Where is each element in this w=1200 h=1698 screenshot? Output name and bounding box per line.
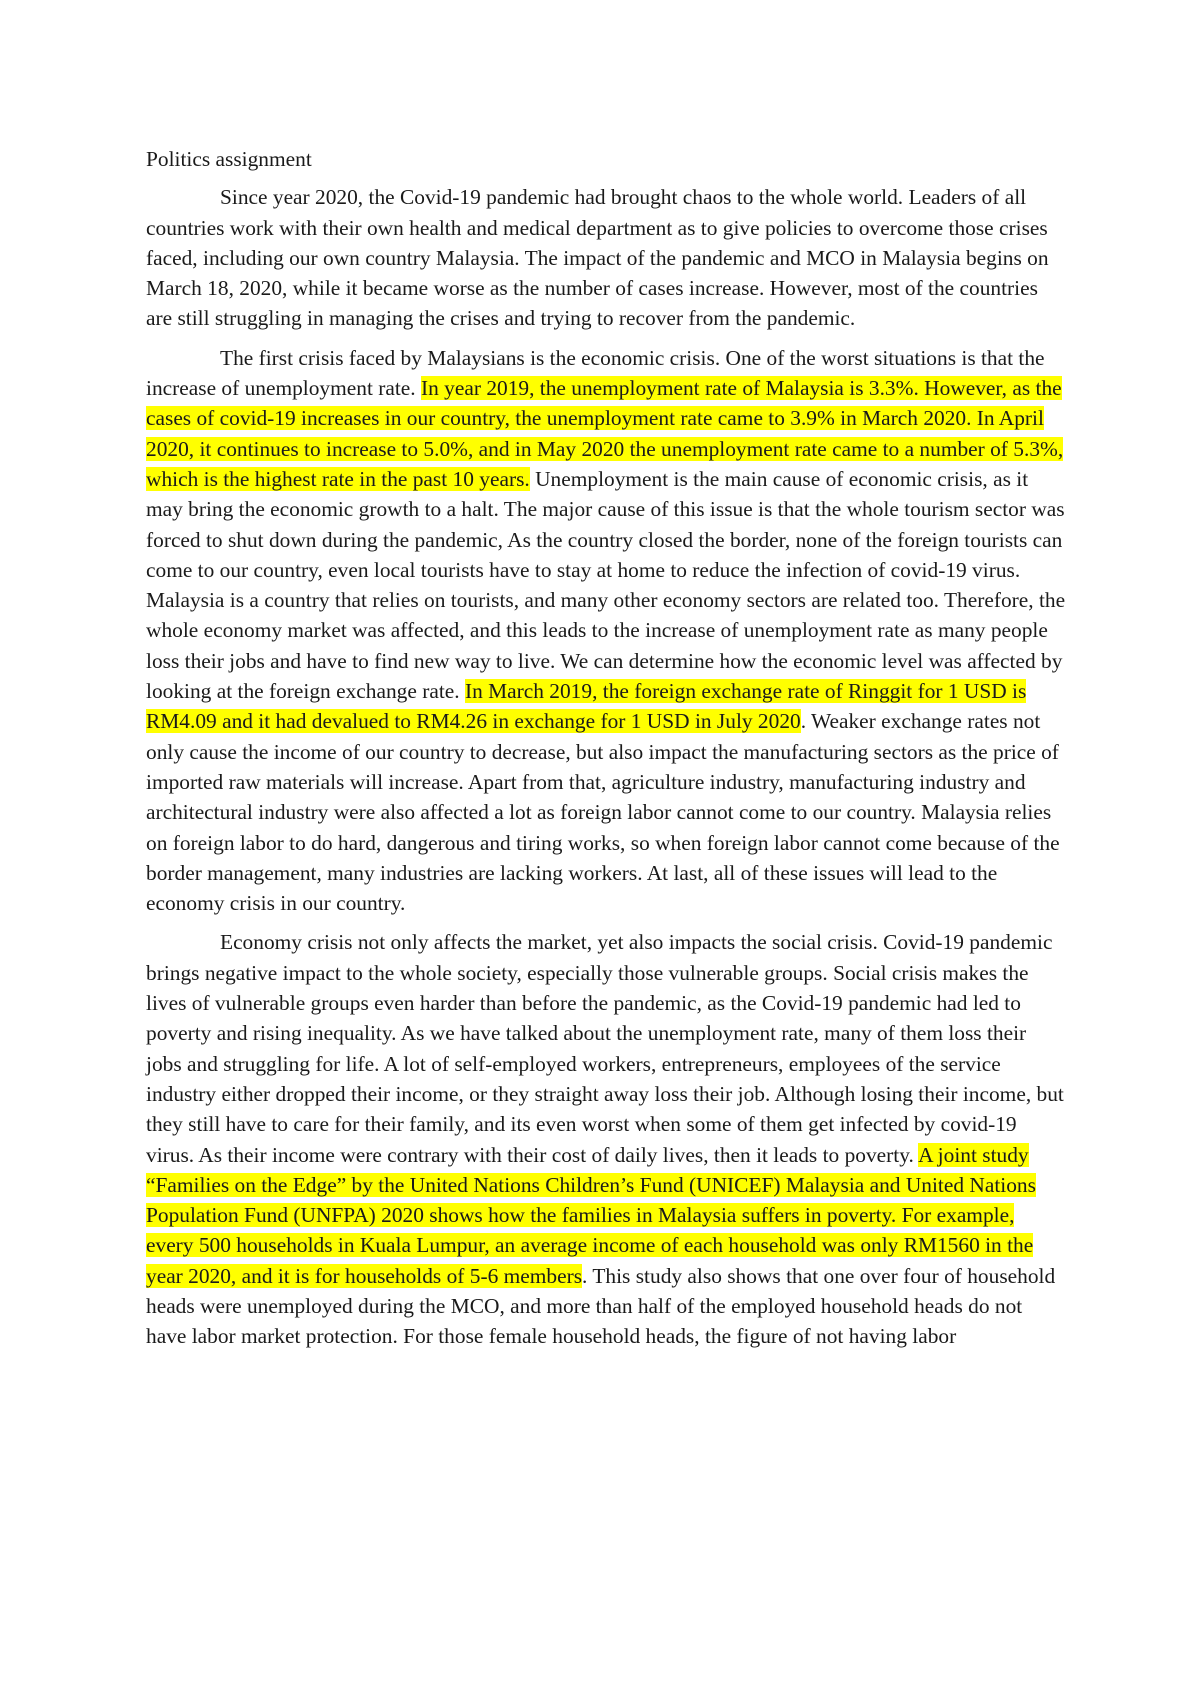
text-segment: . Weaker exchange rates not only cause the income of our country to decrease, but also impact the manufacturing sectors as the price of imported raw materials will increase. Apart from that, agriculture industry, manufacturing industry and architectural industry were also affected a lot as foreign labor cannot come to our country. Malaysia relies on foreign labor to do hard, dangerous and tiring works, so when foreign labor cannot come because of the border management, many industries are lacking workers. At last, all of these issues will lead to the economy crisis in our country. bbox=[146, 709, 1060, 916]
highlighted-text: In year 2019, the unemployment rate of Malaysia is 3.3%. However, as the cases of covid-19 increases in our country, the unemployment rate came to 3.9% in March 2020. In April 2020, it continues to increase to 5.0%, and in May 2020 the unemployment rate came to a number of 5.3%, which is the highest rate in the past 10 years. bbox=[146, 376, 1064, 491]
highlighted-text: In March 2019, the foreign exchange rate of Ringgit for 1 USD is RM4.09 and it had devalued to RM4.26 in exchange for 1 USD in July 2020 bbox=[146, 679, 1027, 734]
text-segment: Unemployment is the main cause of economic crisis, as it may bring the economic growth to a halt. The major cause of this issue is that the whole tourism sector was forced to shut down during the pandemic, As the country closed the border, none of the foreign tourists can come to our country, even local tourists have to stay at home to reduce the infection of covid-19 virus. Malaysia is a country that relies on tourists, and many other economy sectors are related too. Therefore, the whole economy market was affected, and this leads to the increase of unemployment rate as many people loss their jobs and have to find new way to live. We can determine how the economic level was affected by looking at the foreign exchange rate. bbox=[146, 466, 1066, 704]
document-body bbox=[146, 144, 1066, 1361]
text-segment: . This study also shows that one over four of household heads were unemployed during the MCO, and more than half of the employed household heads do not have labor market protection. For those female household heads, the figure of not having labor bbox=[146, 1263, 1056, 1349]
paragraph-social-crisis bbox=[146, 927, 1066, 1351]
text-segment: The first crisis faced by Malaysians is the economic crisis. One of the worst situations is that the increase of unemployment rate. bbox=[146, 345, 1045, 401]
paragraph-intro bbox=[146, 182, 1066, 333]
text-segment: Economy crisis not only affects the market, yet also impacts the social crisis. Covid-19 pandemic brings negative impact to the whole society, especially those vulnerable groups. Social crisis makes the lives of vulnerable groups even harder than before the pandemic, as the Covid-19 pandemic had led to poverty and rising inequality. As we have talked about the unemployment rate, many of them loss their jobs and struggling for life. A lot of self-employed workers, entrepreneurs, employees of the service industry either dropped their income, or they straight away loss their job. Although losing their income, but they still have to care for their family, and its even worst when some of them get infected by covid-19 virus. As their income were contrary with their cost of daily lives, then it leads to poverty. bbox=[146, 930, 1064, 1167]
document-title: Politics assignment bbox=[146, 147, 312, 171]
highlighted-text: A joint study “Families on the Edge” by the United Nations Children’s Fund (UNICEF) Malaysia and United Nations Population Fund (UNFPA) 2020 shows how the families in Malaysia suffers in poverty. For example, every 500 households in Kuala Lumpur, an average income of each household was only RM1560 in the year 2020, and it is for households of 5-6 members bbox=[146, 1142, 1036, 1288]
text-segment: Since year 2020, the Covid-19 pandemic had brought chaos to the whole world. Leaders of all countries work with their own health and medical department as to give policies to overcome those crises faced, including our own country Malaysia. The impact of the pandemic and MCO in Malaysia begins on March 18, 2020, while it became worse as the number of cases increase. However, most of the countries are still struggling in managing the crises and trying to recover from the pandemic. bbox=[146, 185, 1049, 331]
paragraph-economic-crisis bbox=[146, 343, 1066, 919]
